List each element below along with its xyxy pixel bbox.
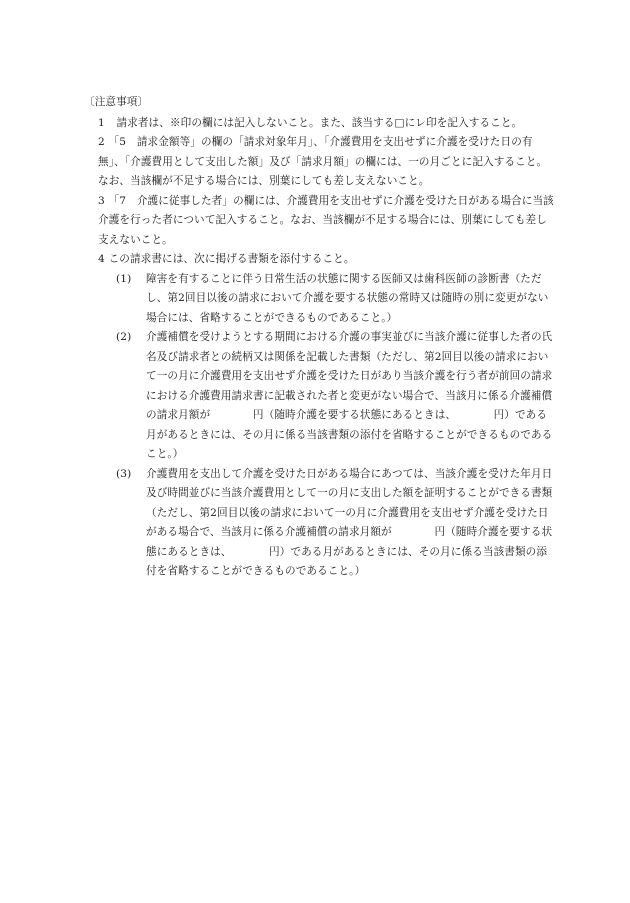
note-number-1: 1 xyxy=(98,116,105,129)
note-number-2: 2 xyxy=(98,136,105,148)
note-number-4: 4 xyxy=(98,253,105,265)
subitem-number-2: (2) xyxy=(116,331,132,343)
note-number-3: 3 xyxy=(98,194,105,207)
notes-heading: 〔注意事項〕 xyxy=(84,96,149,108)
subitem-text-1: 障害を有することに伴う日常生活の状態に関する医師又は歯科医師の診断書（ただし、第2回目以後の請求において介護を要する状態の常時又は随時の別に変更がない場合には、省略することができるものであること。） xyxy=(146,272,549,324)
note-item-3 xyxy=(84,192,554,251)
subitem-number-1: (1) xyxy=(116,272,132,285)
note-text-4: この請求書には、次に掲げる書類を添付すること。 xyxy=(108,253,355,265)
subitem-number-3: (3) xyxy=(116,467,132,480)
note-item-4 xyxy=(84,250,554,270)
subitem-text-2: 介護補償を受けようとする期間における介護の事実並びに当該介護に従事した者の氏名及び請求者との続柄又は関係を記載した書類（ただし、第2回目以後の請求において一の月に介護費用を支出せず介護を受けた日があり当該介護を行う者が前回の請求における介護費用請求書に記載された者と変更がない場合で、当該月に係る介護補償の請求月額が 円（随時介護を要する状態にあるときは、 円）である月があるときには、その月に係る当該書類の添付を省略することができるものであること。） xyxy=(146,331,553,460)
note-item-2 xyxy=(84,133,554,192)
note-subitem-2 xyxy=(84,328,554,465)
note-item-1 xyxy=(84,114,554,134)
note-subitem-3 xyxy=(84,465,554,582)
note-text-2: 「5 請求金額等」の欄の「請求対象年月」、「介護費用を支出せずに介護を受けた日の有無」、「介護費用として支出した額」及び「請求月額」の欄には、一の月ごとに記入すること。なお、当該欄が不足する場合には、別葉にしても差し支えないこと。 xyxy=(98,136,548,187)
note-text-3: 「7 介護に従事した者」の欄には、介護費用を支出せずに介護を受けた日がある場合に当該介護を行った者について記入すること。なお、当該欄が不足する場合には、別葉にしても差し支えないこと。 xyxy=(98,194,554,246)
note-text-1: 請求者は、※印の欄には記入しないこと。また、該当する□にレ印を記入すること。 xyxy=(116,116,523,129)
note-subitem-1 xyxy=(84,270,554,329)
notes-section xyxy=(84,93,554,582)
subitem-text-3: 介護費用を支出して介護を受けた日がある場合にあつては、当該介護を受けた年月日及び時間並びに当該介護費用として一の月に支出した額を証明することができる書類（ただし、第2回目以後の請求において一の月に介護費用を支出せず介護を受けた日がある場合で、当該月に係る介護補償の請求月額が 円（随時介護を要する状態にあるときは、 円）である月があるときには、その月に係る当該書類の添付を省略することができるものであること。） xyxy=(146,467,553,577)
